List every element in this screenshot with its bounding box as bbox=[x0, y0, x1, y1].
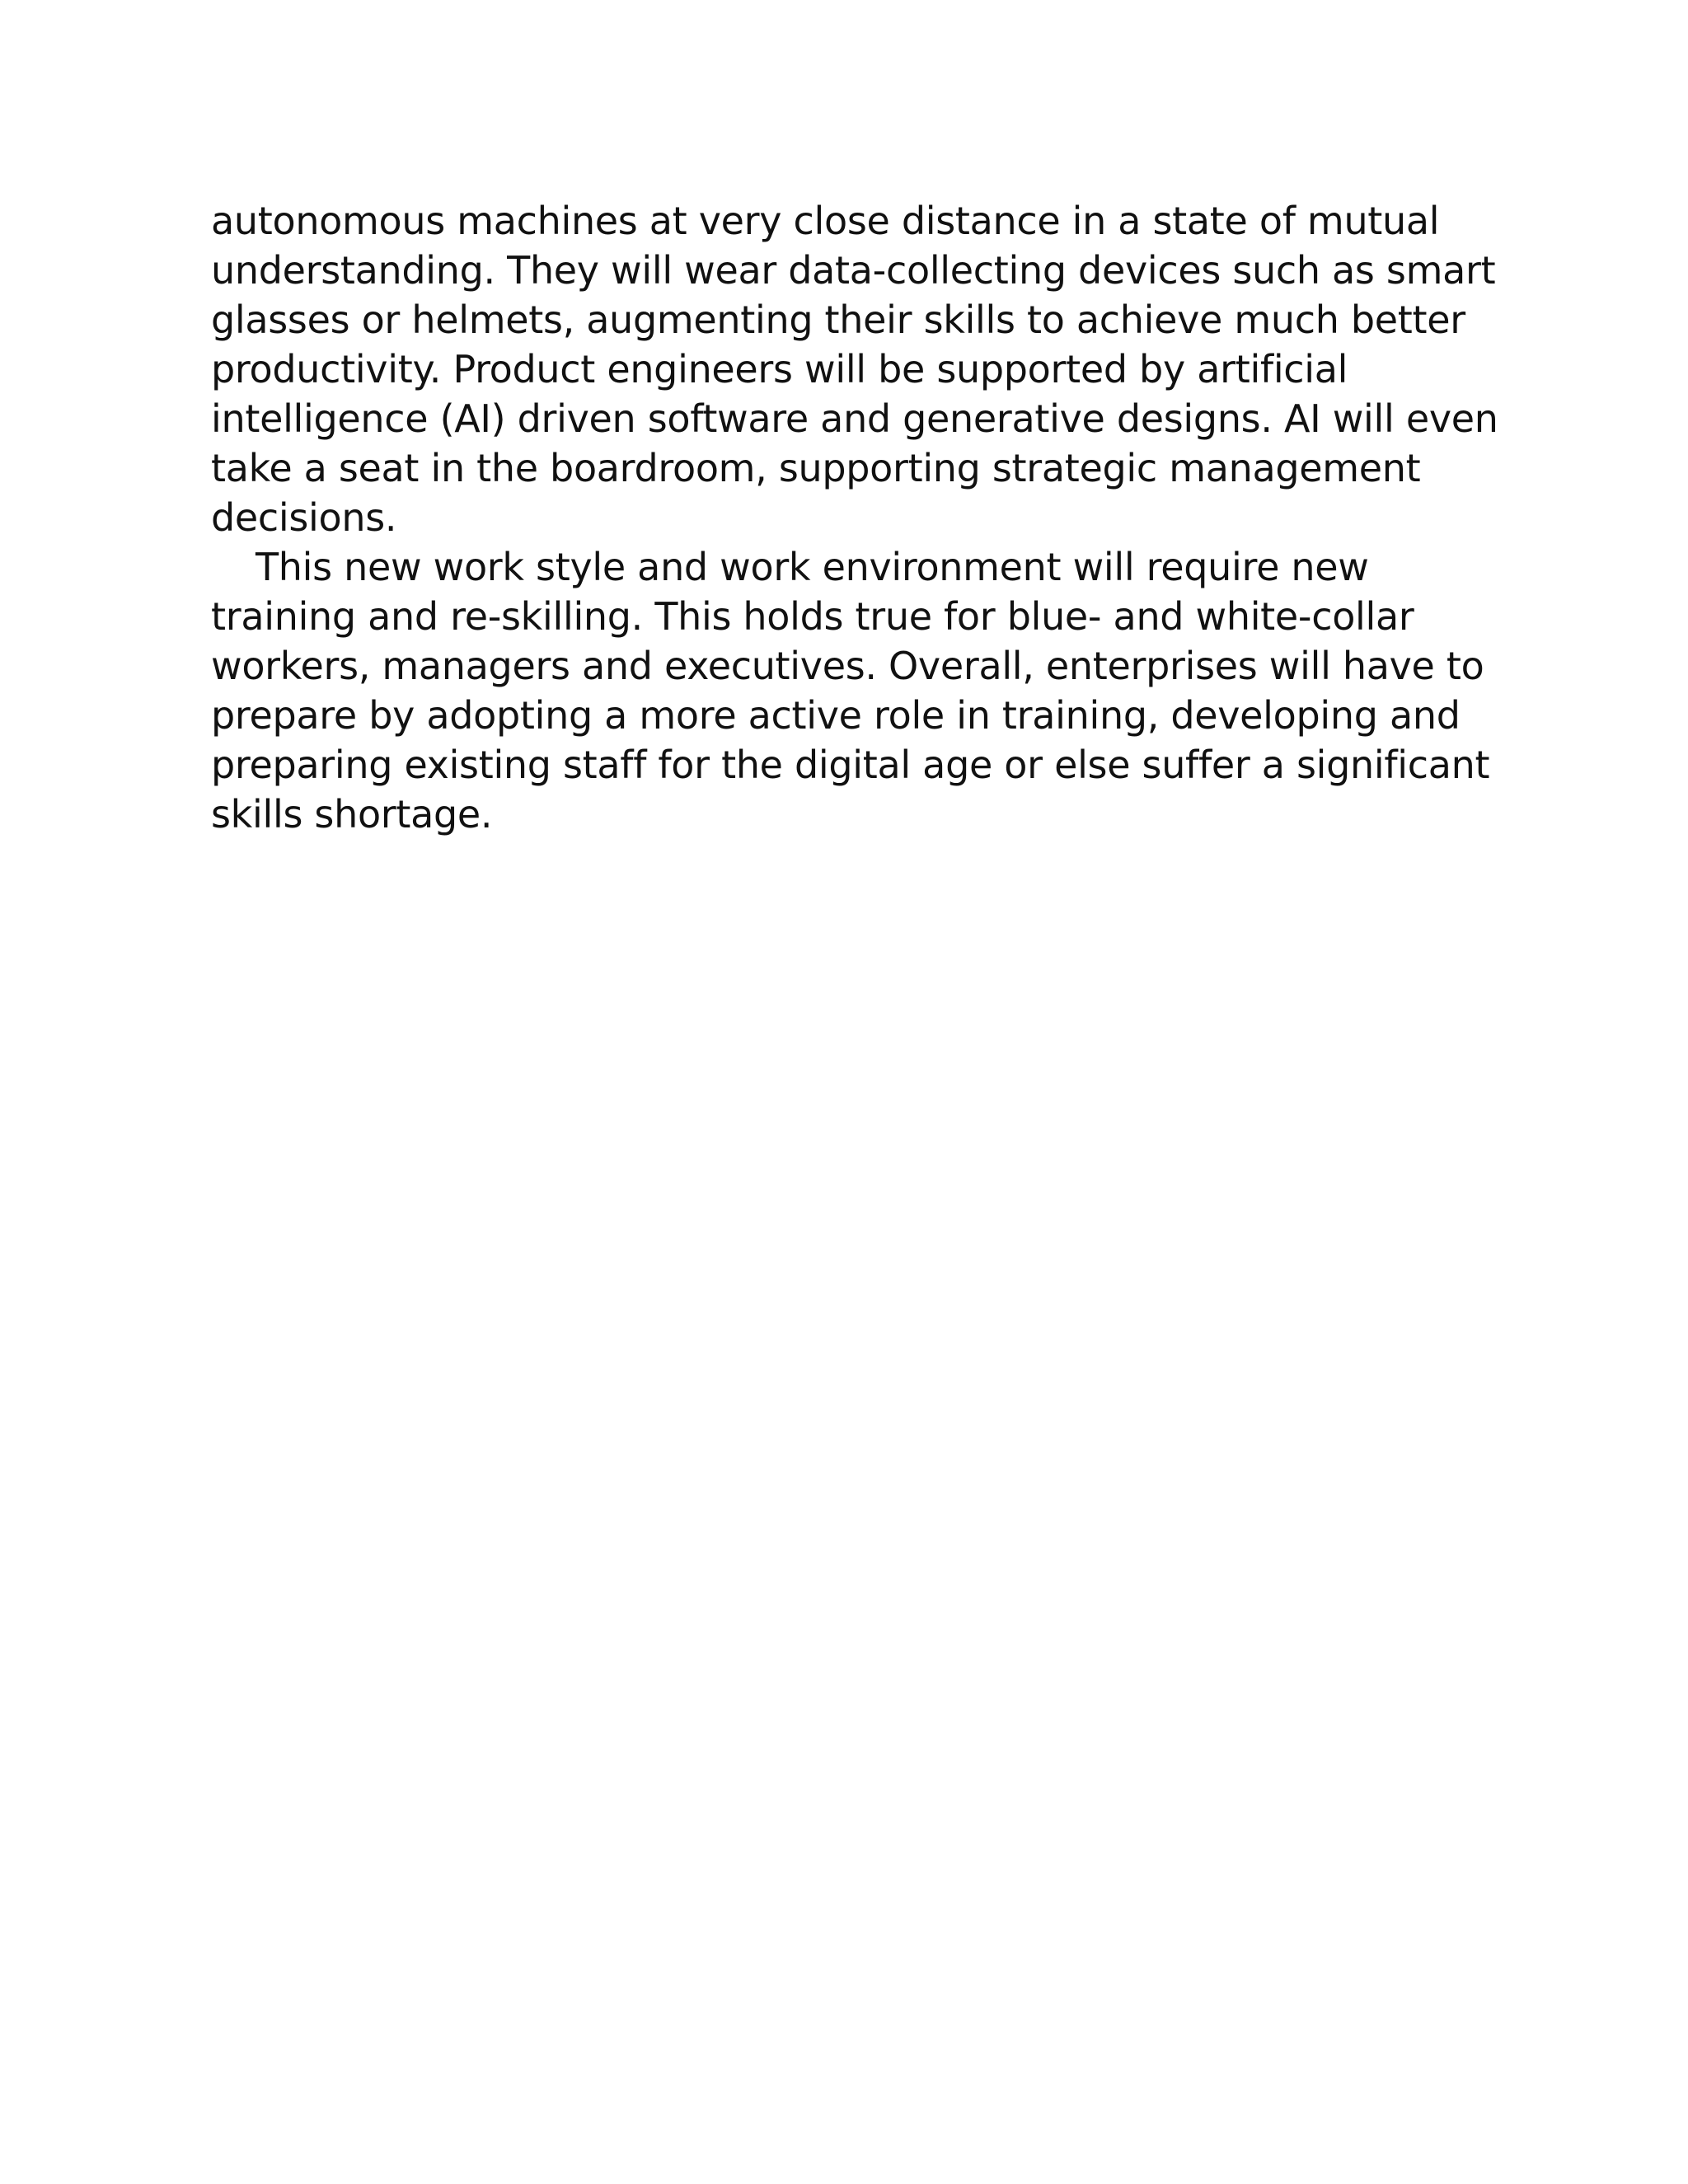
paragraph-1 bbox=[211, 196, 1497, 542]
text-line: decisions. bbox=[211, 495, 397, 540]
text-line: understanding. They will wear data-collecting devices such as smart bbox=[211, 248, 1496, 293]
text-line: This new work style and work environment will require new bbox=[256, 545, 1369, 589]
text-line: workers, managers and executives. Overall, enterprises will have to bbox=[211, 644, 1484, 688]
body-text bbox=[211, 196, 1497, 839]
text-line: autonomous machines at very close distance in a state of mutual bbox=[211, 199, 1440, 243]
text-line: skills shortage. bbox=[211, 792, 493, 837]
text-line: take a seat in the boardroom, supporting strategic management bbox=[211, 446, 1421, 490]
text-line: intelligence (AI) driven software and generative designs. AI will even bbox=[211, 396, 1498, 441]
text-line: glasses or helmets, augmenting their skills to achieve much better bbox=[211, 298, 1465, 342]
text-line: preparing existing staff for the digital age or else suffer a significant bbox=[211, 743, 1490, 787]
paragraph-2 bbox=[211, 542, 1497, 839]
text-line: prepare by adopting a more active role in training, developing and bbox=[211, 693, 1461, 738]
text-line: training and re-skilling. This holds true for blue- and white-collar bbox=[211, 594, 1414, 639]
text-line: productivity. Product engineers will be supported by artificial bbox=[211, 347, 1348, 391]
